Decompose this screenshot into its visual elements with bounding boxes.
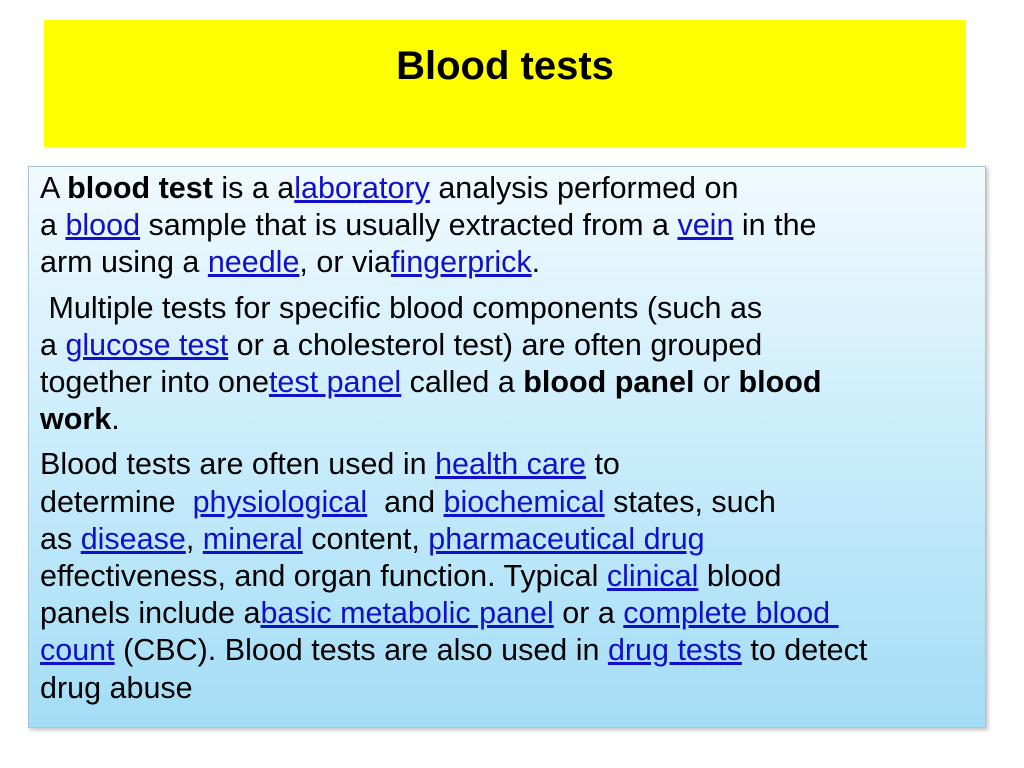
link-basic-metabolic-panel[interactable]: basic metabolic panel [260,596,554,631]
text: states, such [604,484,776,519]
text: and [367,484,444,519]
paragraph-uses [40,446,980,706]
link-physiological[interactable]: physiological [192,484,368,519]
text: blood [698,559,782,594]
text: or a cholesterol test) are often grouped [228,327,763,362]
text-line [40,670,980,707]
text: to detect [741,633,868,668]
text: is a a [212,171,295,205]
text: content, [302,521,429,556]
bold-term: blood panel [523,365,695,400]
text: called a [401,365,524,400]
text: Blood tests are often used in [40,447,436,482]
link-test-panel[interactable]: test panel [268,365,402,400]
text-line [40,446,980,483]
bold-term: blood test [67,171,213,205]
link-glucose-test[interactable]: glucose test [65,327,229,362]
link-complete-blood-count[interactable]: complete blood [623,596,839,631]
link-laboratory[interactable]: laboratory [294,171,430,205]
text: . [111,402,120,437]
link-pharmaceutical-drug[interactable]: pharmaceutical drug [428,521,705,556]
text: (CBC). Blood tests are also used in [114,633,608,668]
text: in the [733,208,817,243]
link-complete-blood-count-cont[interactable]: count [40,633,115,668]
link-fingerprick[interactable]: fingerprick [390,245,532,280]
title-banner [44,20,966,147]
text-line [40,170,980,207]
text: , [185,521,203,556]
link-clinical[interactable]: clinical [606,559,699,594]
text: together into one [40,365,269,400]
text: arm using a [40,245,208,280]
text: sample that is usually extracted from a [140,208,678,243]
text-line [40,595,980,632]
text-line [40,401,980,438]
bold-term: work [40,402,112,437]
text: to [585,447,620,482]
page-title: Blood tests [396,44,614,88]
text-line [40,290,980,327]
paragraph-panels [40,290,980,439]
link-disease[interactable]: disease [80,521,186,556]
link-vein[interactable]: vein [677,208,734,243]
text-line [40,327,980,364]
text: or a [553,596,624,631]
text-line [40,364,980,401]
text: determine [40,484,193,519]
text: a [40,327,66,362]
text: panels include a [40,596,261,631]
link-drug-tests[interactable]: drug tests [607,633,742,668]
text-line [40,484,980,521]
text-line [40,521,980,558]
bold-term: blood [738,365,822,400]
paragraph-definition [40,170,980,282]
link-blood[interactable]: blood [65,208,141,243]
text: , or via [299,245,391,280]
link-mineral[interactable]: mineral [202,521,303,556]
text: analysis performed on [429,171,739,205]
body-text [40,170,980,715]
text: drug abuse [40,670,193,705]
text: or [694,365,739,400]
text: effectiveness, and organ function. Typical [40,559,607,594]
text-line [40,244,980,281]
text: as [40,521,81,556]
link-needle[interactable]: needle [207,245,300,280]
text-line [40,558,980,595]
text-line [40,632,980,669]
text: Multiple tests for specific blood components (such as [40,290,763,325]
link-health-care[interactable]: health care [435,447,586,482]
text-line [40,207,980,244]
text: A [40,171,68,205]
text: a [40,208,66,243]
content-panel [28,166,986,728]
text: . [531,245,541,280]
link-biochemical[interactable]: biochemical [443,484,605,519]
